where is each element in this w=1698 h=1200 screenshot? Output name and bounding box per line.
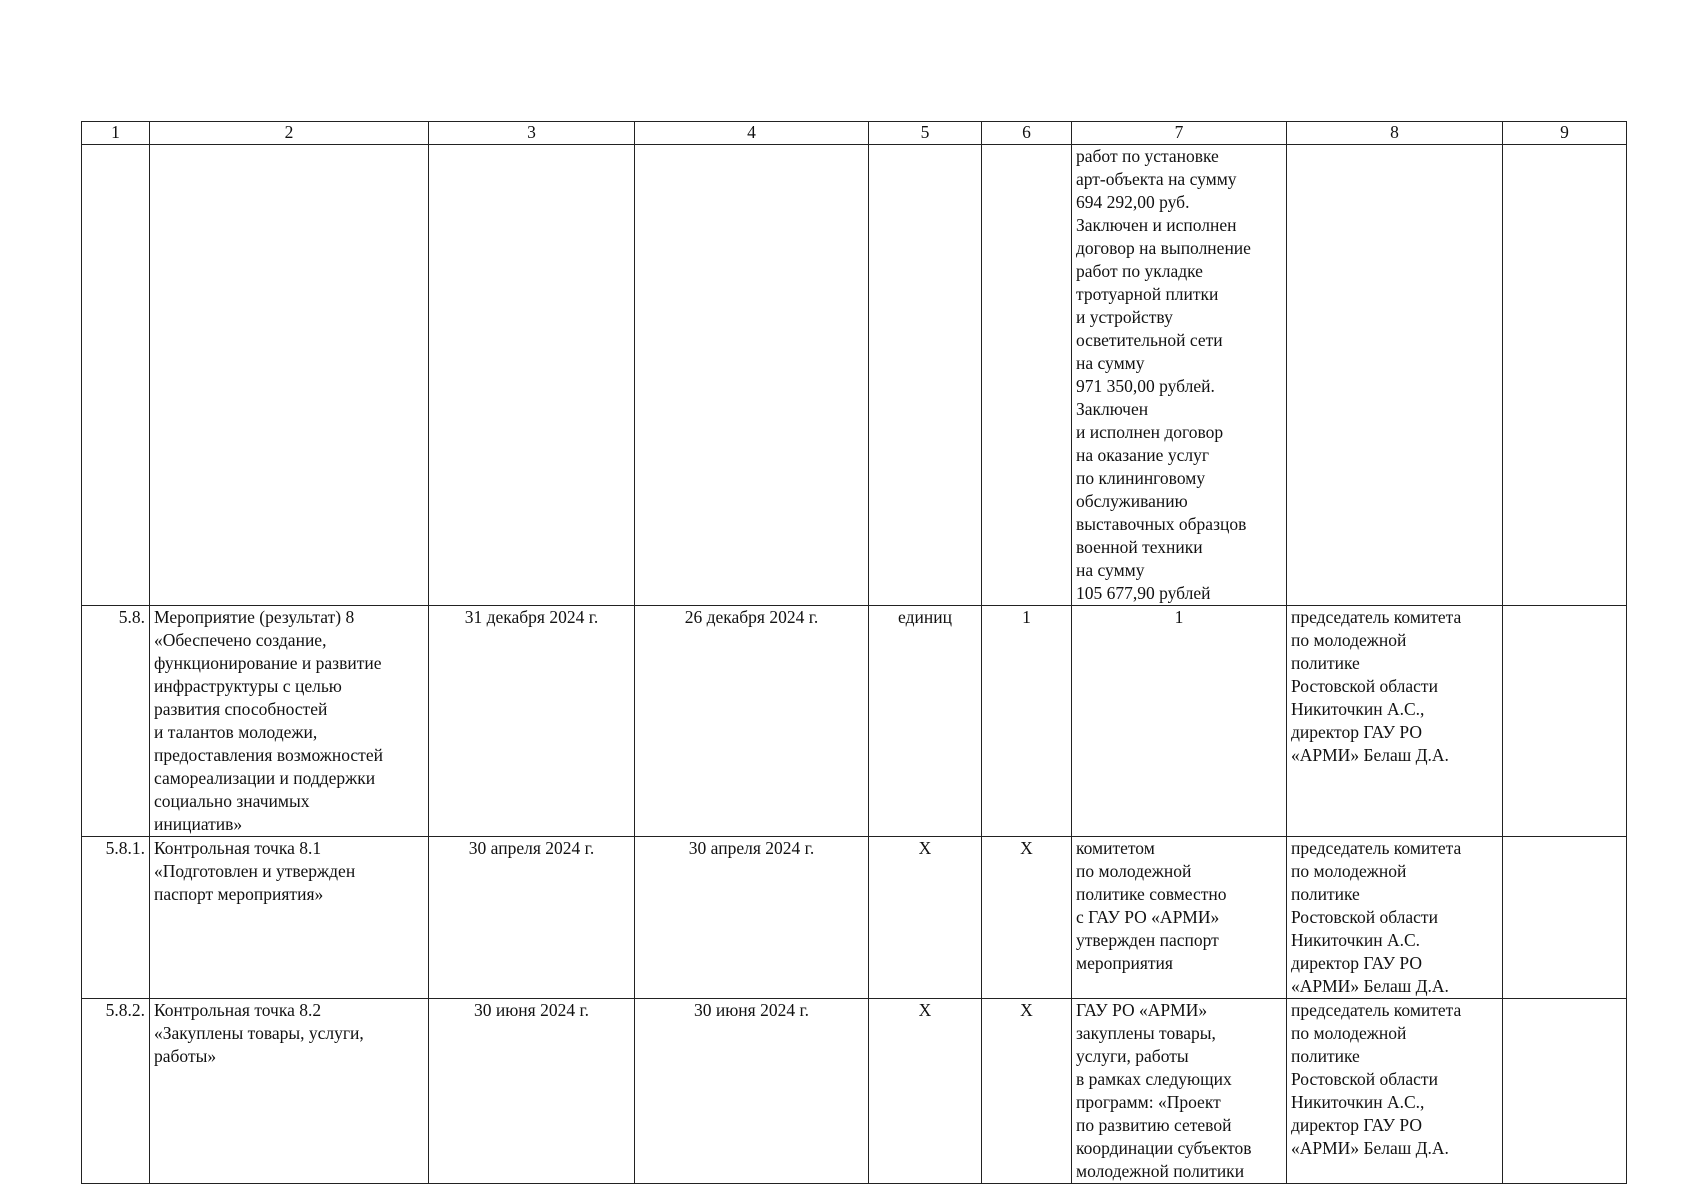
cell-unit: единиц [869,606,982,837]
table-row-5-8-2 [82,999,1627,1184]
cell-number: 5.8.1. [82,837,150,999]
column-header-2: 2 [150,122,429,145]
cell-result: ГАУ РО «АРМИ» закуплены товары, услуги, работы в рамках следующих программ: «Проект по развитию сетевой координации субъектов молодежной политики [1072,999,1287,1184]
cell-planned-date: 31 декабря 2024 г. [429,606,635,837]
table-row-continuation [82,145,1627,606]
cell-unit: Х [869,837,982,999]
cell-responsible: председатель комитета по молодежной политике Ростовской области Никиточкин А.С., директор ГАУ РО «АРМИ» Белаш Д.А. [1287,606,1503,837]
cell-event-name: Мероприятие (результат) 8 «Обеспечено создание, функционирование и развитие инфраструктуры с целью развития способностей и талантов молодежи, предоставления возможностей самореализации и поддержки социально значимых инициатив» [150,606,429,837]
cell-responsible: председатель комитета по молодежной политике Ростовской области Никиточкин А.С., директор ГАУ РО «АРМИ» Белаш Д.А. [1287,999,1503,1184]
cell-actual-date: 30 июня 2024 г. [635,999,869,1184]
cell-planned-date: 30 июня 2024 г. [429,999,635,1184]
cell-event-name: Контрольная точка 8.2 «Закуплены товары, услуги, работы» [150,999,429,1184]
cell-planned-date [429,145,635,606]
cell-note [1503,999,1627,1184]
cell-result: комитетом по молодежной политике совместно с ГАУ РО «АРМИ» утвержден паспорт мероприятия [1072,837,1287,999]
cell-actual-date [635,145,869,606]
cell-note [1503,606,1627,837]
cell-note [1503,837,1627,999]
column-header-1: 1 [82,122,150,145]
cell-actual-date: 26 декабря 2024 г. [635,606,869,837]
column-header-3: 3 [429,122,635,145]
cell-unit: Х [869,999,982,1184]
table-row-5-8 [82,606,1627,837]
column-header-8: 8 [1287,122,1503,145]
cell-responsible: председатель комитета по молодежной политике Ростовской области Никиточкин А.С. директор ГАУ РО «АРМИ» Белаш Д.А. [1287,837,1503,999]
cell-result: 1 [1072,606,1287,837]
cell-plan-value: Х [982,999,1072,1184]
cell-number: 5.8. [82,606,150,837]
cell-number: 5.8.2. [82,999,150,1184]
cell-note [1503,145,1627,606]
cell-unit [869,145,982,606]
column-header-9: 9 [1503,122,1627,145]
table-row-5-8-1 [82,837,1627,999]
cell-planned-date: 30 апреля 2024 г. [429,837,635,999]
cell-event-name: Контрольная точка 8.1 «Подготовлен и утвержден паспорт мероприятия» [150,837,429,999]
cell-plan-value [982,145,1072,606]
cell-plan-value: Х [982,837,1072,999]
cell-number [82,145,150,606]
report-table [81,121,1627,1184]
cell-event-name [150,145,429,606]
cell-result: работ по установке арт-объекта на сумму 694 292,00 руб. Заключен и исполнен договор на выполнение работ по укладке тротуарной плитки и устройству осветительной сети на сумму 971 350,00 рублей. Заключен и исполнен договор на оказание услуг по клининговому обслуживанию выставочных образцов военной техники на сумму 105 677,90 рублей [1072,145,1287,606]
table-header-row [82,122,1627,145]
cell-actual-date: 30 апреля 2024 г. [635,837,869,999]
column-header-4: 4 [635,122,869,145]
cell-plan-value: 1 [982,606,1072,837]
column-header-5: 5 [869,122,982,145]
cell-responsible [1287,145,1503,606]
column-header-7: 7 [1072,122,1287,145]
column-header-6: 6 [982,122,1072,145]
